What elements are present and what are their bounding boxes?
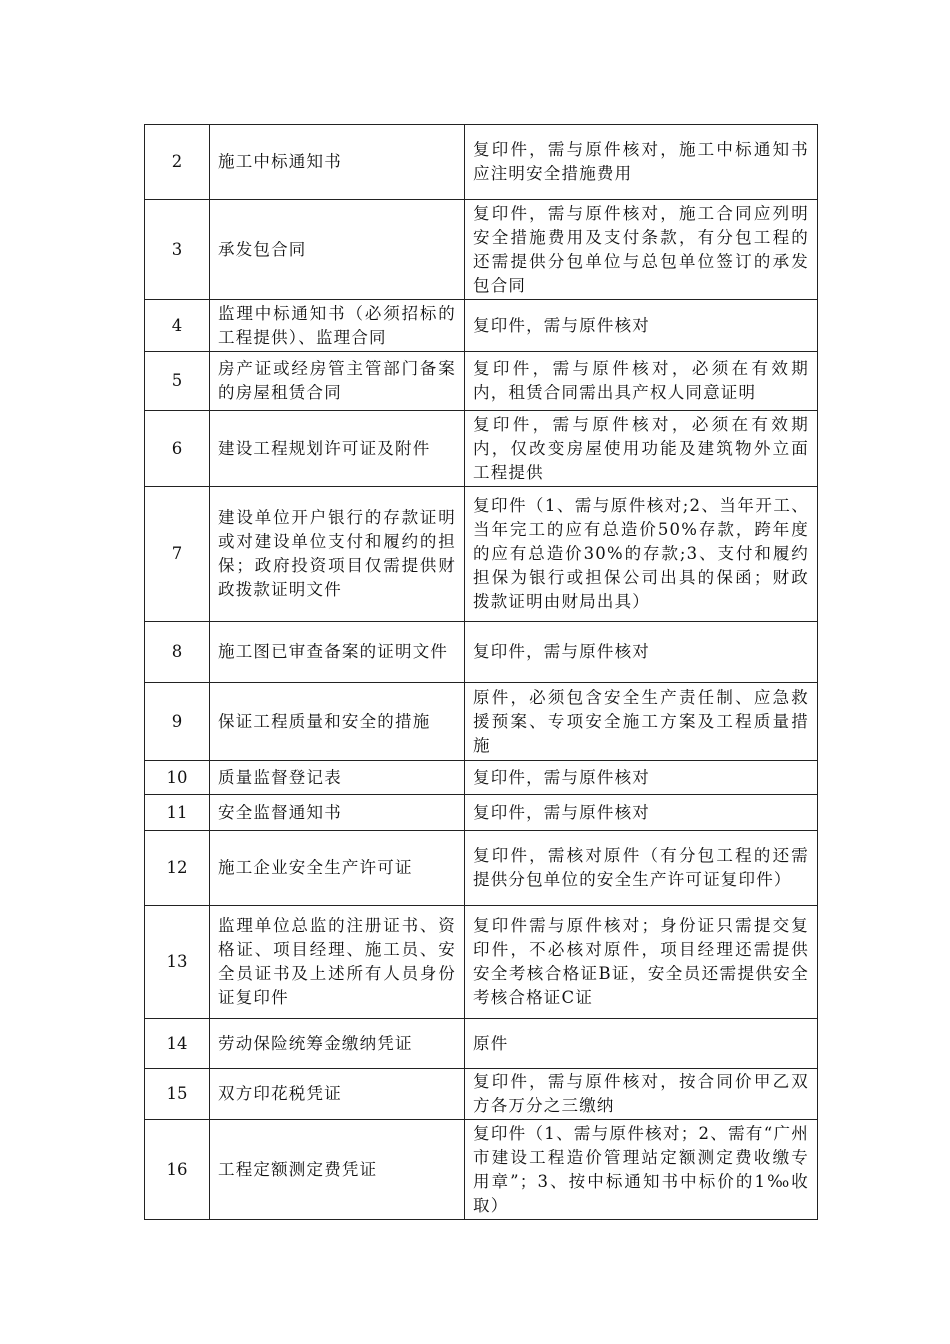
table-row bbox=[145, 411, 818, 487]
requirement-text: 复印件，需与原件核对 bbox=[465, 795, 818, 831]
table-row bbox=[145, 487, 818, 622]
requirement-text: 复印件（1、需与原件核对;2、当年开工、当年完工的应有总造价50%存款，跨年度的应有总造价30%的存款;3、支付和履约担保为银行或担保公司出具的保函；财政拨款证明由财局出具） bbox=[465, 487, 818, 622]
table-row bbox=[145, 683, 818, 761]
document-name: 房产证或经房管主管部门备案的房屋租赁合同 bbox=[210, 352, 465, 411]
document-name: 工程定额测定费凭证 bbox=[210, 1120, 465, 1220]
document-name: 建设单位开户银行的存款证明或对建设单位支付和履约的担保；政府投资项目仅需提供财政拨款证明文件 bbox=[210, 487, 465, 622]
row-number: 15 bbox=[145, 1069, 210, 1120]
requirement-text: 复印件，需与原件核对 bbox=[465, 622, 818, 683]
row-number: 13 bbox=[145, 906, 210, 1019]
requirement-text: 复印件，需核对原件（有分包工程的还需提供分包单位的安全生产许可证复印件） bbox=[465, 831, 818, 906]
document-name: 质量监督登记表 bbox=[210, 761, 465, 795]
document-name: 安全监督通知书 bbox=[210, 795, 465, 831]
requirements-table bbox=[144, 124, 818, 1220]
requirement-text: 复印件，需与原件核对，施工合同应列明安全措施费用及支付条款，有分包工程的还需提供分包单位与总包单位签订的承发包合同 bbox=[465, 200, 818, 300]
document-name: 施工图已审查备案的证明文件 bbox=[210, 622, 465, 683]
row-number: 5 bbox=[145, 352, 210, 411]
row-number: 11 bbox=[145, 795, 210, 831]
row-number: 14 bbox=[145, 1019, 210, 1069]
row-number: 7 bbox=[145, 487, 210, 622]
requirement-text: 原件 bbox=[465, 1019, 818, 1069]
requirement-text: 复印件，需与原件核对，按合同价甲乙双方各万分之三缴纳 bbox=[465, 1069, 818, 1120]
table-row bbox=[145, 300, 818, 352]
row-number: 16 bbox=[145, 1120, 210, 1220]
row-number: 12 bbox=[145, 831, 210, 906]
table-row bbox=[145, 200, 818, 300]
document-name: 建设工程规划许可证及附件 bbox=[210, 411, 465, 487]
requirement-text: 复印件，需与原件核对 bbox=[465, 300, 818, 352]
row-number: 9 bbox=[145, 683, 210, 761]
table-row bbox=[145, 761, 818, 795]
row-number: 10 bbox=[145, 761, 210, 795]
requirement-text: 复印件，需与原件核对，必须在有效期内，仅改变房屋使用功能及建筑物外立面工程提供 bbox=[465, 411, 818, 487]
table-row bbox=[145, 1019, 818, 1069]
requirement-text: 复印件，需与原件核对，必须在有效期内，租赁合同需出具产权人同意证明 bbox=[465, 352, 818, 411]
document-name: 施工中标通知书 bbox=[210, 125, 465, 200]
requirement-text: 复印件需与原件核对；身份证只需提交复印件，不必核对原件，项目经理还需提供安全考核合格证B证，安全员还需提供安全考核合格证C证 bbox=[465, 906, 818, 1019]
row-number: 8 bbox=[145, 622, 210, 683]
document-name: 劳动保险统筹金缴纳凭证 bbox=[210, 1019, 465, 1069]
row-number: 2 bbox=[145, 125, 210, 200]
document-name: 施工企业安全生产许可证 bbox=[210, 831, 465, 906]
row-number: 3 bbox=[145, 200, 210, 300]
table-row bbox=[145, 906, 818, 1019]
table-row bbox=[145, 125, 818, 200]
document-name: 承发包合同 bbox=[210, 200, 465, 300]
table-row bbox=[145, 831, 818, 906]
table-row bbox=[145, 1120, 818, 1220]
requirement-text: 复印件，需与原件核对，施工中标通知书应注明安全措施费用 bbox=[465, 125, 818, 200]
table-row bbox=[145, 795, 818, 831]
document-name: 监理中标通知书（必须招标的工程提供）、监理合同 bbox=[210, 300, 465, 352]
table-row bbox=[145, 352, 818, 411]
document-name: 双方印花税凭证 bbox=[210, 1069, 465, 1120]
table-row bbox=[145, 622, 818, 683]
table-row bbox=[145, 1069, 818, 1120]
requirement-text: 复印件（1、需与原件核对；2、需有“广州市建设工程造价管理站定额测定费收缴专用章”；3、按中标通知书中标价的1‰收取） bbox=[465, 1120, 818, 1220]
document-name: 监理单位总监的注册证书、资格证、项目经理、施工员、安全员证书及上述所有人员身份证复印件 bbox=[210, 906, 465, 1019]
requirement-text: 复印件，需与原件核对 bbox=[465, 761, 818, 795]
row-number: 4 bbox=[145, 300, 210, 352]
row-number: 6 bbox=[145, 411, 210, 487]
document-name: 保证工程质量和安全的措施 bbox=[210, 683, 465, 761]
requirement-text: 原件，必须包含安全生产责任制、应急救援预案、专项安全施工方案及工程质量措施 bbox=[465, 683, 818, 761]
